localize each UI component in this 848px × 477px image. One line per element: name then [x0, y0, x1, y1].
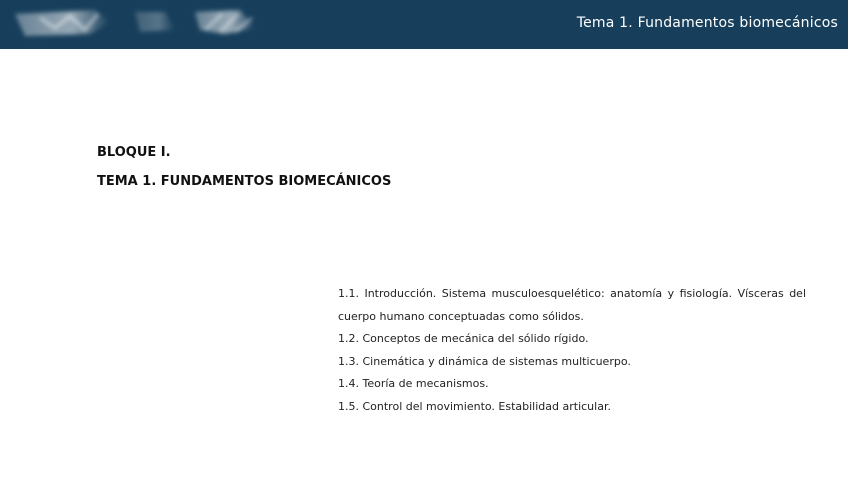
topic-item: 1.2. Conceptos de mecánica del sólido rígido.: [338, 332, 589, 345]
topic-item: 1.1. Introducción. Sistema musculoesquelético: anatomía y fisiología. Vísceras del cuerpo humano conceptuadas como sólidos.: [338, 287, 806, 323]
block-label: BLOQUE I.: [97, 145, 171, 160]
header-bar: [0, 0, 848, 49]
header-title: Tema 1. Fundamentos biomecánicos: [576, 15, 838, 31]
topic-item: 1.3. Cinemática y dinámica de sistemas multicuerpo.: [338, 354, 631, 368]
topic-item: 1.4. Teoría de mecanismos.: [338, 377, 489, 390]
topic-item: 1.5. Control del movimiento. Estabilidad articular.: [338, 399, 611, 413]
tema-title: TEMA 1. FUNDAMENTOS BIOMECÁNICOS: [97, 174, 392, 189]
topic-list: [338, 283, 806, 418]
header-decoration-image: [0, 0, 300, 49]
